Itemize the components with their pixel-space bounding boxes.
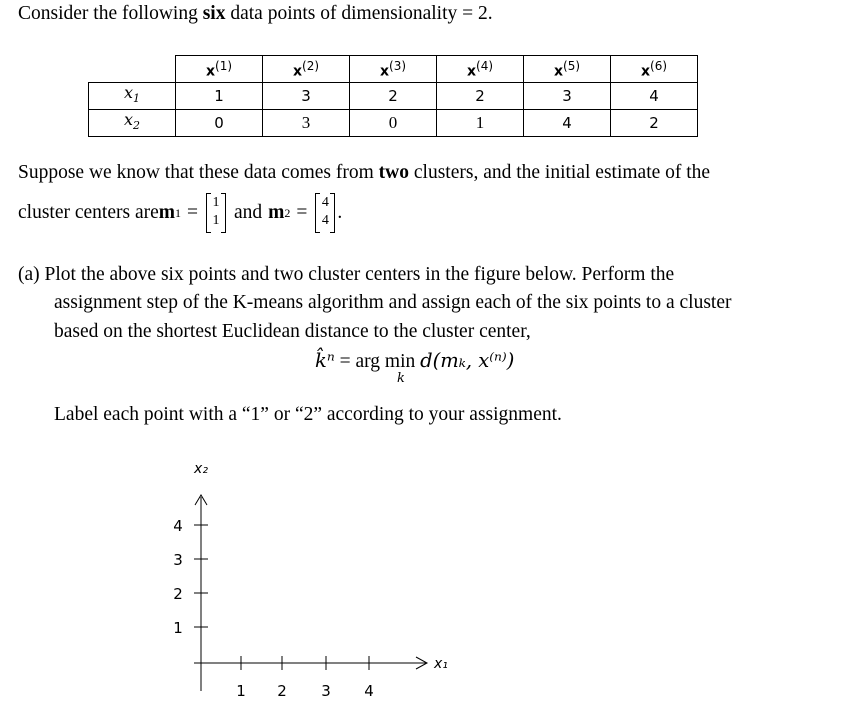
table-header-x2: $x^{(2)}$ (263, 56, 350, 83)
intro-sentence (18, 2, 493, 26)
y-tick-label: 3 (173, 551, 183, 569)
m1-vector (206, 193, 226, 233)
label-instruction: Label each point with a “1” or “2” according to your assignment. (54, 404, 562, 425)
intro-text-before: Consider the following (18, 3, 203, 24)
part-a-line-3: based on the shortest Euclidean distance to the cluster center, (54, 321, 531, 342)
table-cell: 3 (524, 82, 611, 109)
x-tick-label: 3 (321, 682, 331, 700)
table-cell: 3 (263, 109, 350, 136)
table-cell: 4 (524, 109, 611, 136)
table-row-label: $x_1$ (89, 82, 176, 109)
formula-rhs: d(mₖ, x⁽ⁿ⁾) (420, 349, 515, 372)
m1-bottom-value: 1 (212, 213, 220, 228)
table-cell: 2 (437, 82, 524, 109)
table-row (89, 82, 698, 109)
m2-equals: = (296, 202, 308, 223)
y-tick-label: 4 (173, 517, 183, 535)
m2-subscript: 2 (284, 206, 291, 220)
part-a-line-1: (a) Plot the above six points and two cluster centers in the figure below. Perform the (18, 264, 675, 285)
suppose-text-before: Suppose we know that these data comes from (18, 162, 379, 183)
centers-text: cluster centers are (18, 202, 159, 223)
y-tick-label: 1 (173, 619, 183, 637)
table-cell: 0 (176, 109, 263, 136)
table-cell: 3 (263, 82, 350, 109)
table-cell: 4 (611, 82, 698, 109)
m2-top-value: 4 (321, 195, 329, 210)
part-a-line-2: assignment step of the K-means algorithm and assign each of the six points to a cluster (54, 292, 732, 313)
table-row (89, 109, 698, 136)
table-cell: 1 (176, 82, 263, 109)
suppose-text-after: clusters, and the initial estimate of the (409, 162, 711, 183)
table-cell: 2 (611, 109, 698, 136)
x-tick-label: 4 (364, 682, 374, 700)
table-header-x6: $x^{(6)}$ (611, 56, 698, 83)
table-cell: 0 (350, 109, 437, 136)
assignment-formula (315, 349, 514, 374)
x-tick-label: 1 (236, 682, 246, 700)
formula-argmin: = arg min (339, 351, 416, 372)
table-header-x1: $x^{(1)}$ (176, 56, 263, 83)
x-tick-label: 2 (277, 682, 287, 700)
scatter-axes (150, 455, 470, 705)
m2-vector (315, 193, 335, 233)
table-cell: 2 (350, 82, 437, 109)
table-header-x4: $x^{(4)}$ (437, 56, 524, 83)
table-cell: 1 (437, 109, 524, 136)
m1-subscript: 1 (175, 206, 181, 220)
and-text: and (234, 202, 263, 223)
end-period: . (337, 202, 343, 223)
m1-symbol: m (158, 202, 175, 223)
y-tick-label: 2 (173, 585, 183, 603)
suppose-line-1 (18, 161, 710, 185)
x-axis-label: x₁ (434, 656, 448, 672)
intro-bold-six: six (202, 3, 226, 24)
table-corner-cell (89, 56, 176, 83)
table-row-label: $x_2$ (89, 109, 176, 136)
y-axis-label: x₂ (194, 461, 208, 477)
formula-lhs: k̂ⁿ (315, 349, 335, 372)
table-header-x5: $x^{(5)}$ (524, 56, 611, 83)
formula-argmin-subscript: k (397, 371, 405, 386)
m1-equals: = (187, 202, 198, 223)
m2-symbol: m (268, 202, 285, 223)
intro-text-after: data points of dimensionality = 2. (225, 3, 493, 24)
suppose-line-2 (18, 192, 342, 234)
m2-bottom-value: 4 (321, 213, 329, 228)
m1-top-value: 1 (212, 195, 220, 210)
table-header-x3: $x^{(3)}$ (350, 56, 437, 83)
data-points-table (88, 55, 698, 137)
suppose-bold-two: two (378, 162, 409, 183)
table-header-row (89, 56, 698, 83)
